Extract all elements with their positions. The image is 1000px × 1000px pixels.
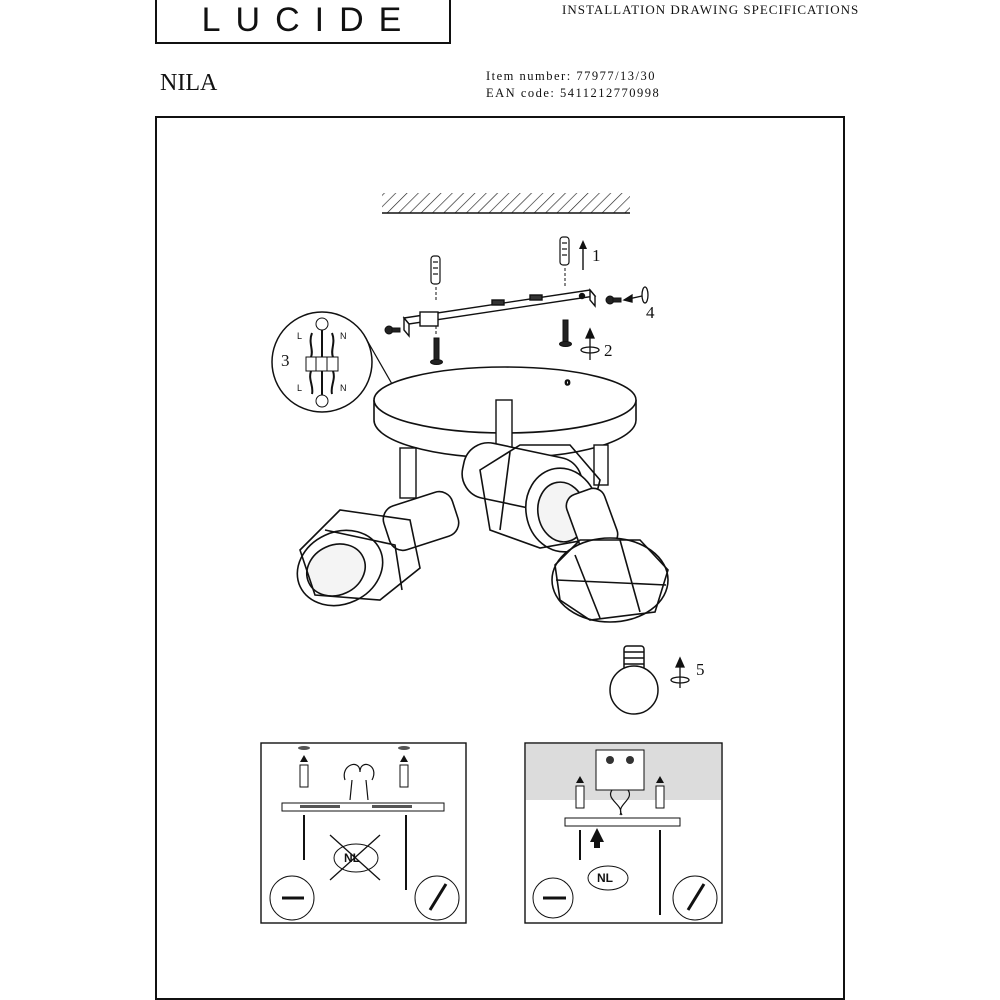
step-2-label: 2: [604, 341, 613, 360]
item-number-value: 77977/13/30: [576, 69, 657, 83]
wire-label-top-l: L: [297, 331, 303, 341]
lucide-logo: LUCIDE: [155, 0, 451, 44]
nl-badge-crossed: NL: [344, 851, 360, 865]
light-bulb-icon: [610, 646, 658, 714]
product-name: NILA: [160, 70, 218, 96]
item-number-label: Item number:: [486, 69, 572, 83]
ean-value: 5411212770998: [560, 86, 661, 100]
wire-label-top-n: N: [340, 331, 347, 341]
svg-text:o: o: [565, 377, 571, 387]
wire-label-bottom-n: N: [340, 383, 347, 393]
step-1-label: 1: [592, 246, 601, 265]
rotate-arrow-icon: [671, 658, 689, 688]
panel-drilling-no-box: [261, 743, 466, 923]
spot-right: [552, 485, 668, 622]
document-type: INSTALLATION DRAWING SPECIFICATIONS: [562, 2, 860, 17]
step-5-label: 5: [696, 660, 705, 679]
ean-label: EAN code:: [486, 86, 556, 100]
rotate-arrow-icon: [581, 329, 599, 360]
step-4-label: 4: [646, 303, 655, 322]
wire-label-bottom-l: L: [297, 383, 303, 393]
ceiling-hatch: [382, 193, 630, 213]
arrow-up-icon: [579, 240, 587, 270]
spot-left: [285, 488, 462, 619]
wall-plug-icon: [431, 237, 569, 284]
step-3-label: 3: [281, 351, 290, 370]
screwdriver-icon: [624, 287, 648, 303]
panel-drilling-with-box: [525, 743, 722, 923]
nl-badge: NL: [597, 871, 613, 885]
